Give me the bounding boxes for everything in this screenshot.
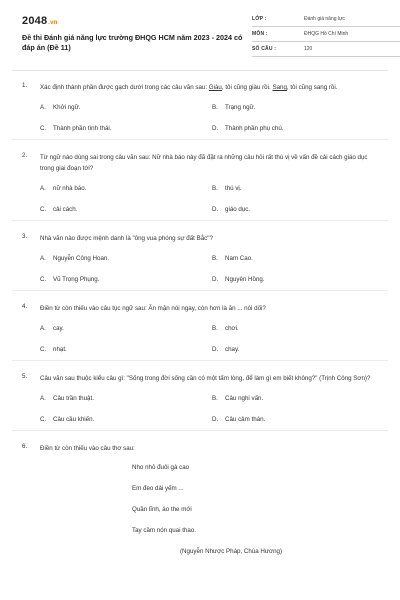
option-letter: C. (40, 416, 47, 423)
option-text: chay. (225, 346, 240, 353)
option-text: cải cách. (53, 206, 78, 213)
option-text: Câu trần thuật. (53, 395, 94, 402)
document-header (22, 14, 382, 66)
question-list (0, 82, 400, 554)
meta-label: MÔN : (252, 31, 268, 37)
question-text (40, 82, 382, 93)
question-separator (12, 220, 388, 221)
option-letter: C. (40, 276, 47, 283)
option-d[interactable] (212, 125, 284, 132)
option-letter: A. (40, 185, 46, 192)
question-1 (0, 82, 400, 139)
answer-options (40, 314, 382, 360)
option-d[interactable] (212, 416, 265, 423)
option-letter: C. (40, 125, 47, 132)
question-number: 2. (22, 152, 28, 159)
poem-line: Nho nhỏ đuôi gà cao (132, 464, 190, 471)
option-text: Câu cầu khiến. (53, 416, 95, 423)
option-a[interactable] (40, 185, 86, 192)
answer-options (40, 93, 382, 139)
question-6 (0, 443, 400, 554)
option-letter: B. (212, 185, 218, 192)
option-text: Nguyễn Công Hoan. (53, 255, 110, 262)
question-3 (0, 233, 400, 290)
option-letter: D. (212, 346, 219, 353)
option-letter: D. (212, 276, 219, 283)
option-d[interactable] (212, 206, 250, 213)
question-2 (0, 152, 400, 220)
question-text: Nhà văn nào được mệnh danh là "ông vua phóng sự đất Bắc"? (40, 235, 213, 242)
question-number: 4. (22, 303, 28, 310)
exam-meta (252, 14, 400, 59)
option-a[interactable] (40, 325, 64, 332)
site-logo[interactable] (22, 15, 58, 27)
answer-options (40, 244, 382, 290)
meta-row-count (252, 44, 400, 57)
question-number: 1. (22, 82, 28, 89)
option-letter: B. (212, 255, 218, 262)
option-d[interactable] (212, 346, 239, 353)
question-5 (0, 373, 400, 430)
underlined-word: Sang (272, 84, 287, 91)
option-text: chơi. (225, 325, 239, 332)
option-c[interactable] (40, 125, 111, 132)
option-letter: A. (40, 104, 46, 111)
option-d[interactable] (212, 276, 265, 283)
meta-row-subject (252, 29, 400, 42)
option-letter: B. (212, 395, 218, 402)
poem-line: Tay cầm nón quai thao. (132, 527, 196, 534)
option-letter: A. (40, 255, 46, 262)
logo-main: 2048 (22, 15, 48, 27)
option-text: nhạt. (53, 346, 67, 353)
option-letter: B. (212, 104, 218, 111)
question-text-part: , tôi cũng sang rồi. (286, 84, 338, 91)
question-number: 6. (22, 443, 28, 450)
question-4 (0, 303, 400, 360)
option-letter: D. (212, 206, 219, 213)
question-text: Câu văn sau thuộc kiểu câu gì: "Sống trong đời sống cần có một tấm lòng, để làm gì em biết không?" (Trịnh Công Sơn)? (40, 375, 371, 382)
page-title: Đề thi Đánh giá năng lực trường ĐHQG HCM năm 2023 - 2024 có đáp án (Đề 11) (22, 33, 243, 52)
option-a[interactable] (40, 104, 80, 111)
option-letter: D. (212, 125, 219, 132)
option-text: Thành phần phụ chú. (225, 125, 284, 132)
option-b[interactable] (212, 325, 239, 332)
option-letter: A. (40, 325, 46, 332)
meta-label: LỚP : (252, 16, 267, 22)
question-text: Điền từ còn thiếu vào câu thơ sau: (40, 445, 135, 452)
question-separator (12, 139, 388, 140)
meta-value: 120 (304, 46, 313, 52)
option-text: Thành phần tình thái. (53, 125, 112, 132)
option-b[interactable] (212, 104, 255, 111)
header-divider (12, 70, 388, 71)
question-separator (12, 290, 388, 291)
option-text: nữ nhà báo. (53, 185, 87, 192)
option-b[interactable] (212, 395, 263, 402)
poem-excerpt (40, 454, 382, 554)
option-c[interactable] (40, 206, 77, 213)
question-text-part: Xác định thành phần được gạch dưới trong các câu văn sau: (40, 84, 209, 91)
question-text: Điền từ còn thiếu vào câu tục ngữ sau: Ăn mặn nói ngay, còn hơn là ăn ... nói dối? (40, 305, 266, 312)
answer-options (40, 174, 382, 220)
option-a[interactable] (40, 395, 94, 402)
option-b[interactable] (212, 255, 253, 262)
option-text: Câu cảm thán. (225, 416, 266, 423)
option-letter: A. (40, 395, 46, 402)
option-text: thú vị. (225, 185, 242, 192)
option-text: Câu nghi vấn. (225, 395, 264, 402)
option-b[interactable] (212, 185, 242, 192)
meta-value: ĐHQG Hồ Chí Minh (304, 31, 349, 37)
option-c[interactable] (40, 276, 99, 283)
option-letter: D. (212, 416, 219, 423)
option-text: Nam Cao. (225, 255, 253, 262)
underlined-word: Giàu (208, 84, 222, 91)
logo-tld: .vn (48, 20, 58, 26)
poem-source: (Nguyễn Nhược Pháp, Chùa Hương) (180, 548, 283, 555)
poem-line: Em đeo dải yếm ... (132, 485, 184, 492)
question-number: 5. (22, 373, 28, 380)
meta-row-class (252, 14, 400, 27)
option-text: Trạng ngữ. (225, 104, 256, 111)
option-c[interactable] (40, 416, 94, 423)
question-separator (12, 430, 388, 431)
option-letter: C. (40, 346, 47, 353)
question-separator (12, 360, 388, 361)
answer-options (40, 384, 382, 430)
option-text: Khởi ngữ. (53, 104, 81, 111)
option-letter: B. (212, 325, 218, 332)
poem-line: Quần lĩnh, áo the mới (132, 506, 192, 513)
question-text-part: , tôi cũng giàu rồi. (221, 84, 273, 91)
option-text: Vũ Trọng Phụng. (53, 276, 100, 283)
option-text: giáo dục. (225, 206, 251, 213)
meta-value: Đánh giá năng lực (304, 16, 345, 22)
option-letter: C. (40, 206, 47, 213)
option-text: Nguyên Hồng. (225, 276, 265, 283)
option-text: cay. (53, 325, 64, 332)
option-c[interactable] (40, 346, 67, 353)
question-number: 3. (22, 233, 28, 240)
option-a[interactable] (40, 255, 109, 262)
question-text: Từ ngữ nào dùng sai trong câu văn sau: Nữ nhà báo này đã đặt ra những câu hỏi rất thú vị về vấn đề cải cách giáo dục trong giai đoạn tới? (40, 154, 368, 172)
meta-label: SỐ CÂU : (252, 46, 277, 52)
